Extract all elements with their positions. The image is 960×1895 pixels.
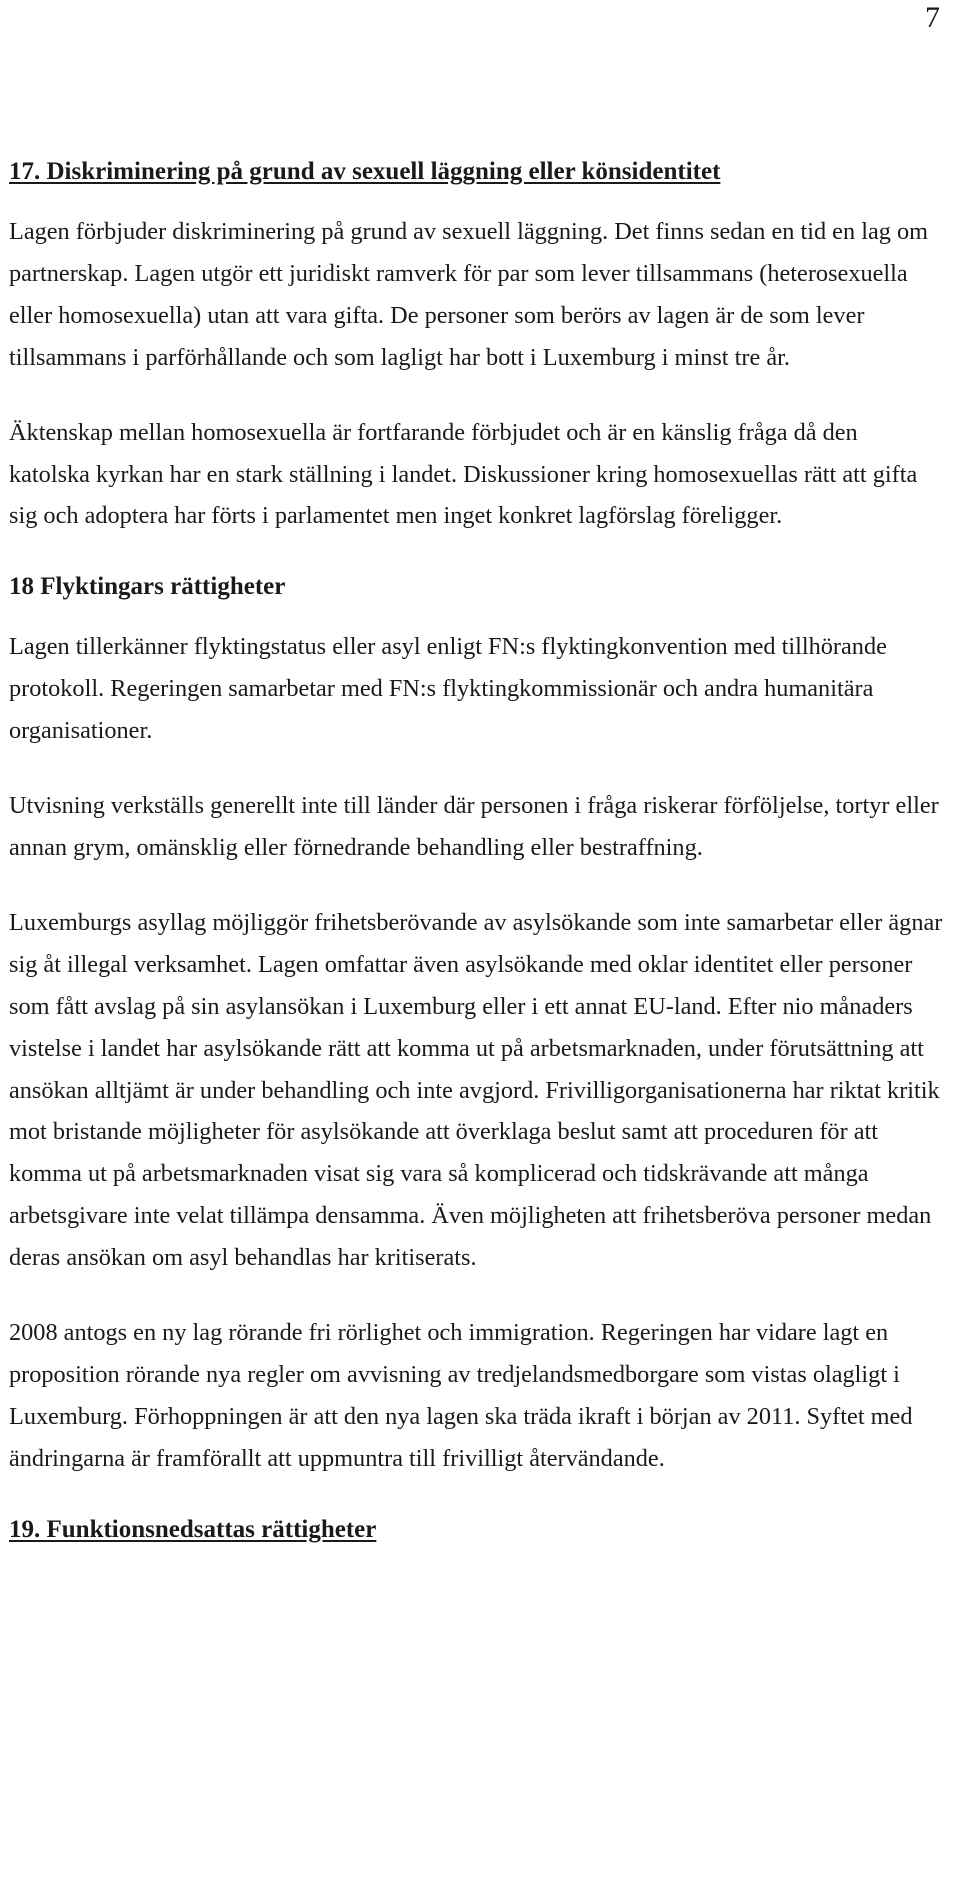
page-number: 7: [925, 1, 940, 34]
section-heading-17: 17. Diskriminering på grund av sexuell läggning eller könsidentitet: [9, 158, 721, 185]
paragraph: Lagen förbjuder diskriminering på grund av sexuell läggning. Det finns sedan en tid en lag om partnerskap. Lagen utgör ett juridiskt ramverk för par som lever tillsammans (heterosexuella eller homosexuella) utan att vara gifta. De personer som berörs av lagen är de som lever tillsammans i parförhållande och som lagligt har bott i Luxemburg i minst tre år.: [9, 218, 928, 371]
paragraph: Utvisning verkställs generellt inte till länder där personen i fråga riskerar förföljelse, tortyr eller annan grym, omänsklig eller förnedrande behandling eller bestraffning.: [9, 792, 939, 861]
section-heading-18: 18 Flyktingars rättigheter: [9, 573, 286, 601]
document-body: [9, 155, 944, 1569]
section-heading-19: 19. Funktionsnedsattas rättigheter: [9, 1515, 377, 1543]
paragraph: 2008 antogs en ny lag rörande fri rörlighet och immigration. Regeringen har vidare lagt en proposition rörande nya regler om avvisning av tredjelandsmedborgare som vistas olagligt i Luxemburg. Förhoppningen är att den nya lagen ska träda ikraft i början av 2011. Syftet med ändringarna är framförallt att uppmuntra till frivilligt återvändande.: [9, 1319, 913, 1472]
paragraph: Luxemburgs asyllag möjliggör frihetsberövande av asylsökande som inte samarbetar eller ägnar sig åt illegal verksamhet. Lagen omfattar även asylsökande med oklar identitet eller personer som fått avslag på sin asylansökan i Luxemburg eller i ett annat EU-land. Efter nio månaders vistelse i landet har asylsökande rätt att komma ut på arbetsmarknaden, under förutsättning att ansökan alltjämt är under behandling och inte avgjord. Frivilligorganisationerna har riktat kritik mot bristande möjligheter för asylsökande att överklaga beslut samt att proceduren för att komma ut på arbetsmarknaden visat sig vara så komplicerad och tidskrävande att många arbetsgivare inte velat tillämpa densamma. Även möjligheten att frihetsberöva personer medan deras ansökan om asyl behandlas har kritiserats.: [9, 908, 943, 1272]
paragraph: Lagen tillerkänner flyktingstatus eller asyl enligt FN:s flyktingkonvention med tillhörande protokoll. Regeringen samarbetar med FN:s flyktingkommissionär och andra humanitära organisationer.: [9, 633, 887, 745]
paragraph: Äktenskap mellan homosexuella är fortfarande förbjudet och är en känslig fråga då den katolska kyrkan har en stark ställning i landet. Diskussioner kring homosexuellas rätt att gifta sig och adoptera har förts i parlamentet men inget konkret lagförslag föreligger.: [9, 418, 918, 530]
